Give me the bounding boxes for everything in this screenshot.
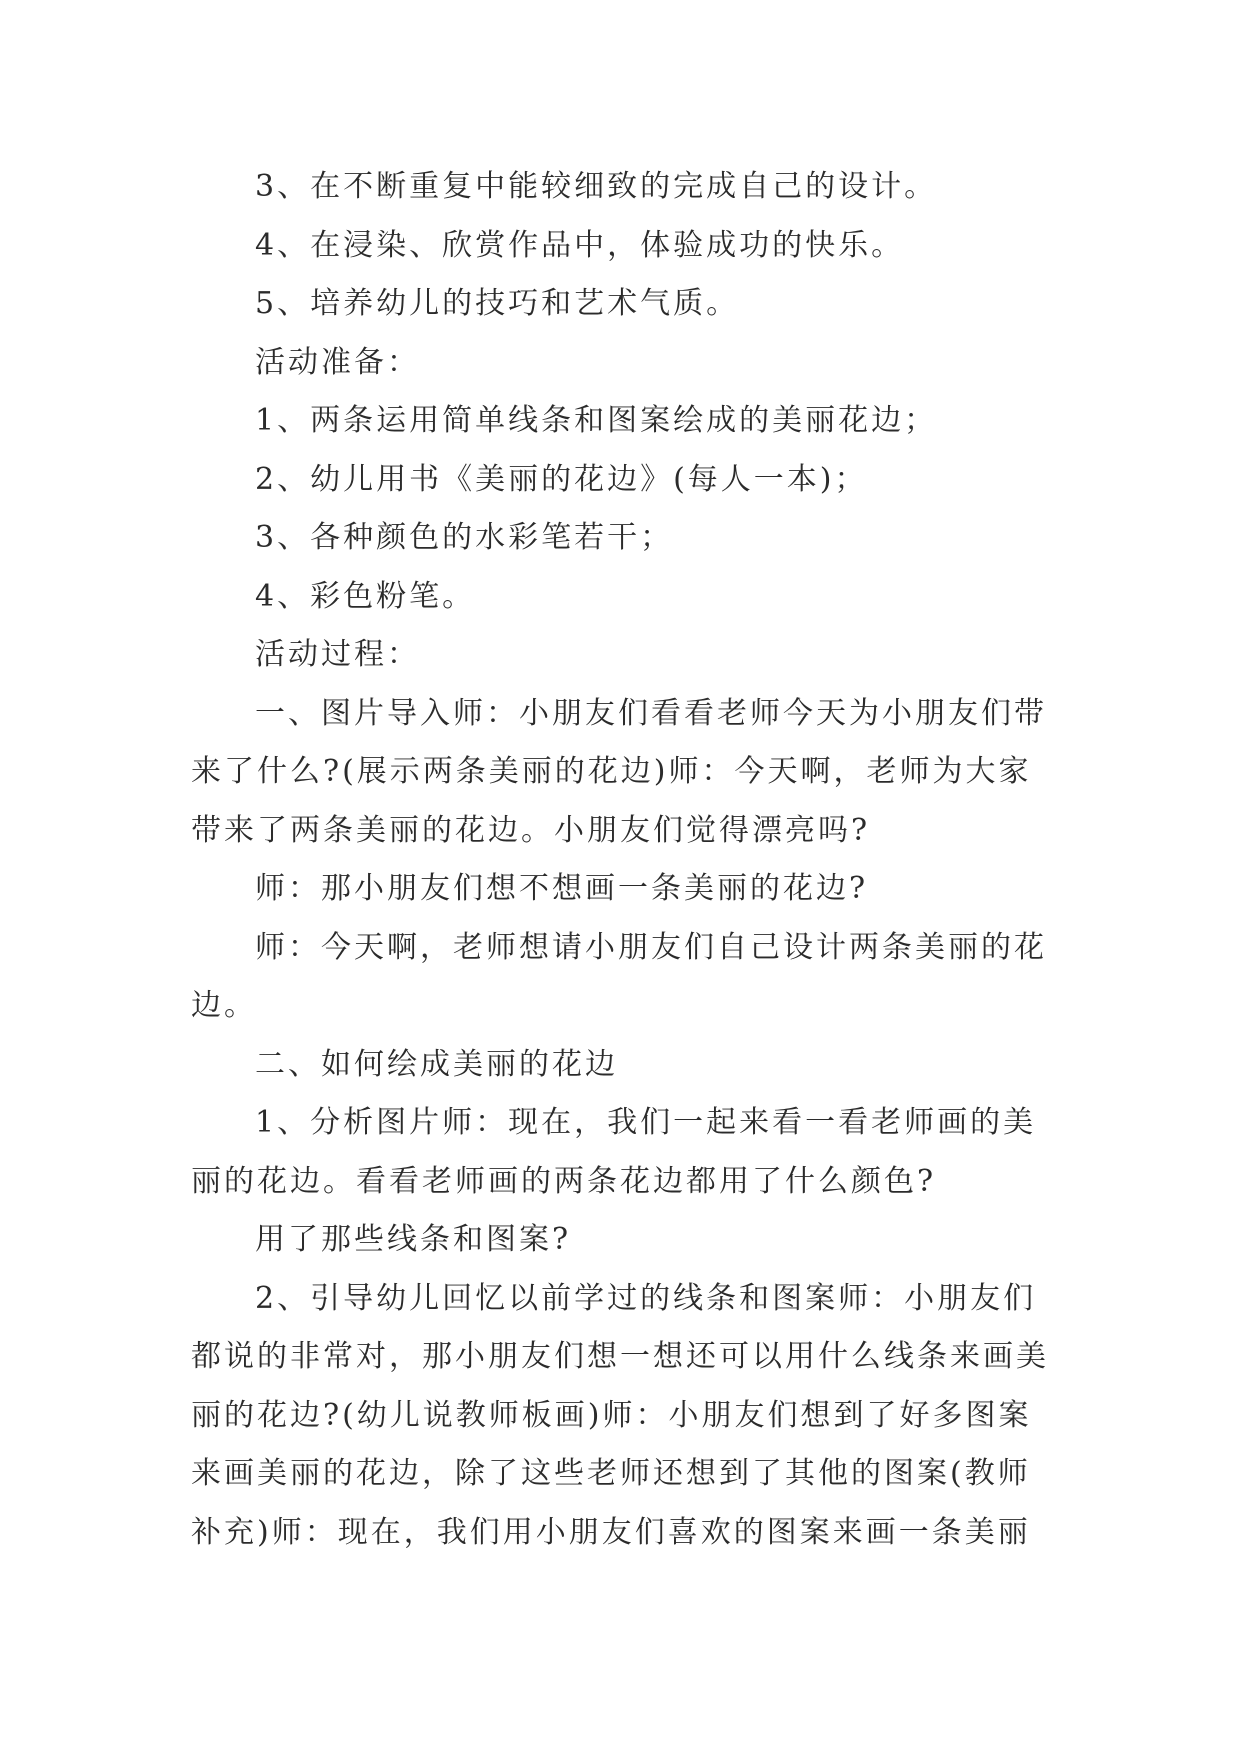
text-line: 用了那些线条和图案? <box>255 1222 572 1257</box>
text-line: 3、在不断重复中能较细致的完成自己的设计。 <box>255 169 938 204</box>
text-line: 活动准备： <box>255 344 420 380</box>
text-line: 补充)师：现在，我们用小朋友们喜欢的图案来画一条美丽 <box>191 1514 1031 1550</box>
text-line: 来画美丽的花边，除了这些老师还想到了其他的图案(教师 <box>191 1456 1031 1491</box>
text-line: 二、如何绘成美丽的花边 <box>255 1046 618 1082</box>
paragraph <box>191 1036 1059 1095</box>
text-line: 2、引导幼儿回忆以前学过的线条和图案师：小朋友们 <box>255 1280 1037 1316</box>
text-line: 1、分析图片师：现在，我们一起来看一看老师画的美 <box>255 1105 1037 1140</box>
paragraph <box>191 1094 1059 1211</box>
paragraph <box>191 919 1059 1036</box>
paragraph <box>191 334 1059 393</box>
paragraph <box>191 451 1059 510</box>
text-line: 都说的非常对，那小朋友们想一想还可以用什么线条来画美 <box>191 1339 1049 1374</box>
paragraph <box>191 1270 1059 1563</box>
text-line: 带来了两条美丽的花边。小朋友们觉得漂亮吗? <box>191 812 871 848</box>
paragraph <box>191 158 1059 217</box>
text-line: 丽的花边。看看老师画的两条花边都用了什么颜色? <box>191 1163 937 1199</box>
text-line: 2、幼儿用书《美丽的花边》(每人一本)； <box>255 461 868 497</box>
text-line: 边。 <box>191 988 257 1023</box>
paragraph <box>191 568 1059 627</box>
paragraph <box>191 509 1059 568</box>
paragraph <box>191 860 1059 919</box>
paragraph <box>191 685 1059 861</box>
paragraph <box>191 626 1059 685</box>
text-line: 活动过程： <box>255 637 420 672</box>
paragraph <box>191 275 1059 334</box>
text-line: 一、图片导入师：小朋友们看看老师今天为小朋友们带 <box>255 695 1047 731</box>
document-body <box>191 158 1059 1562</box>
text-line: 3、各种颜色的水彩笔若干； <box>255 520 674 555</box>
text-line: 4、在浸染、欣赏作品中，体验成功的快乐。 <box>255 227 905 263</box>
text-line: 1、两条运用简单线条和图案绘成的美丽花边； <box>255 403 938 438</box>
text-line: 来了什么?(展示两条美丽的花边)师：今天啊，老师为大家 <box>191 754 1032 789</box>
paragraph <box>191 1211 1059 1270</box>
paragraph <box>191 217 1059 276</box>
text-line: 丽的花边?(幼儿说教师板画)师：小朋友们想到了好多图案 <box>191 1397 1032 1433</box>
text-line: 师：今天啊，老师想请小朋友们自己设计两条美丽的花 <box>255 929 1047 965</box>
text-line: 师：那小朋友们想不想画一条美丽的花边? <box>255 871 869 906</box>
text-line: 4、彩色粉笔。 <box>255 578 476 614</box>
paragraph <box>191 392 1059 451</box>
text-line: 5、培养幼儿的技巧和艺术气质。 <box>255 286 740 321</box>
